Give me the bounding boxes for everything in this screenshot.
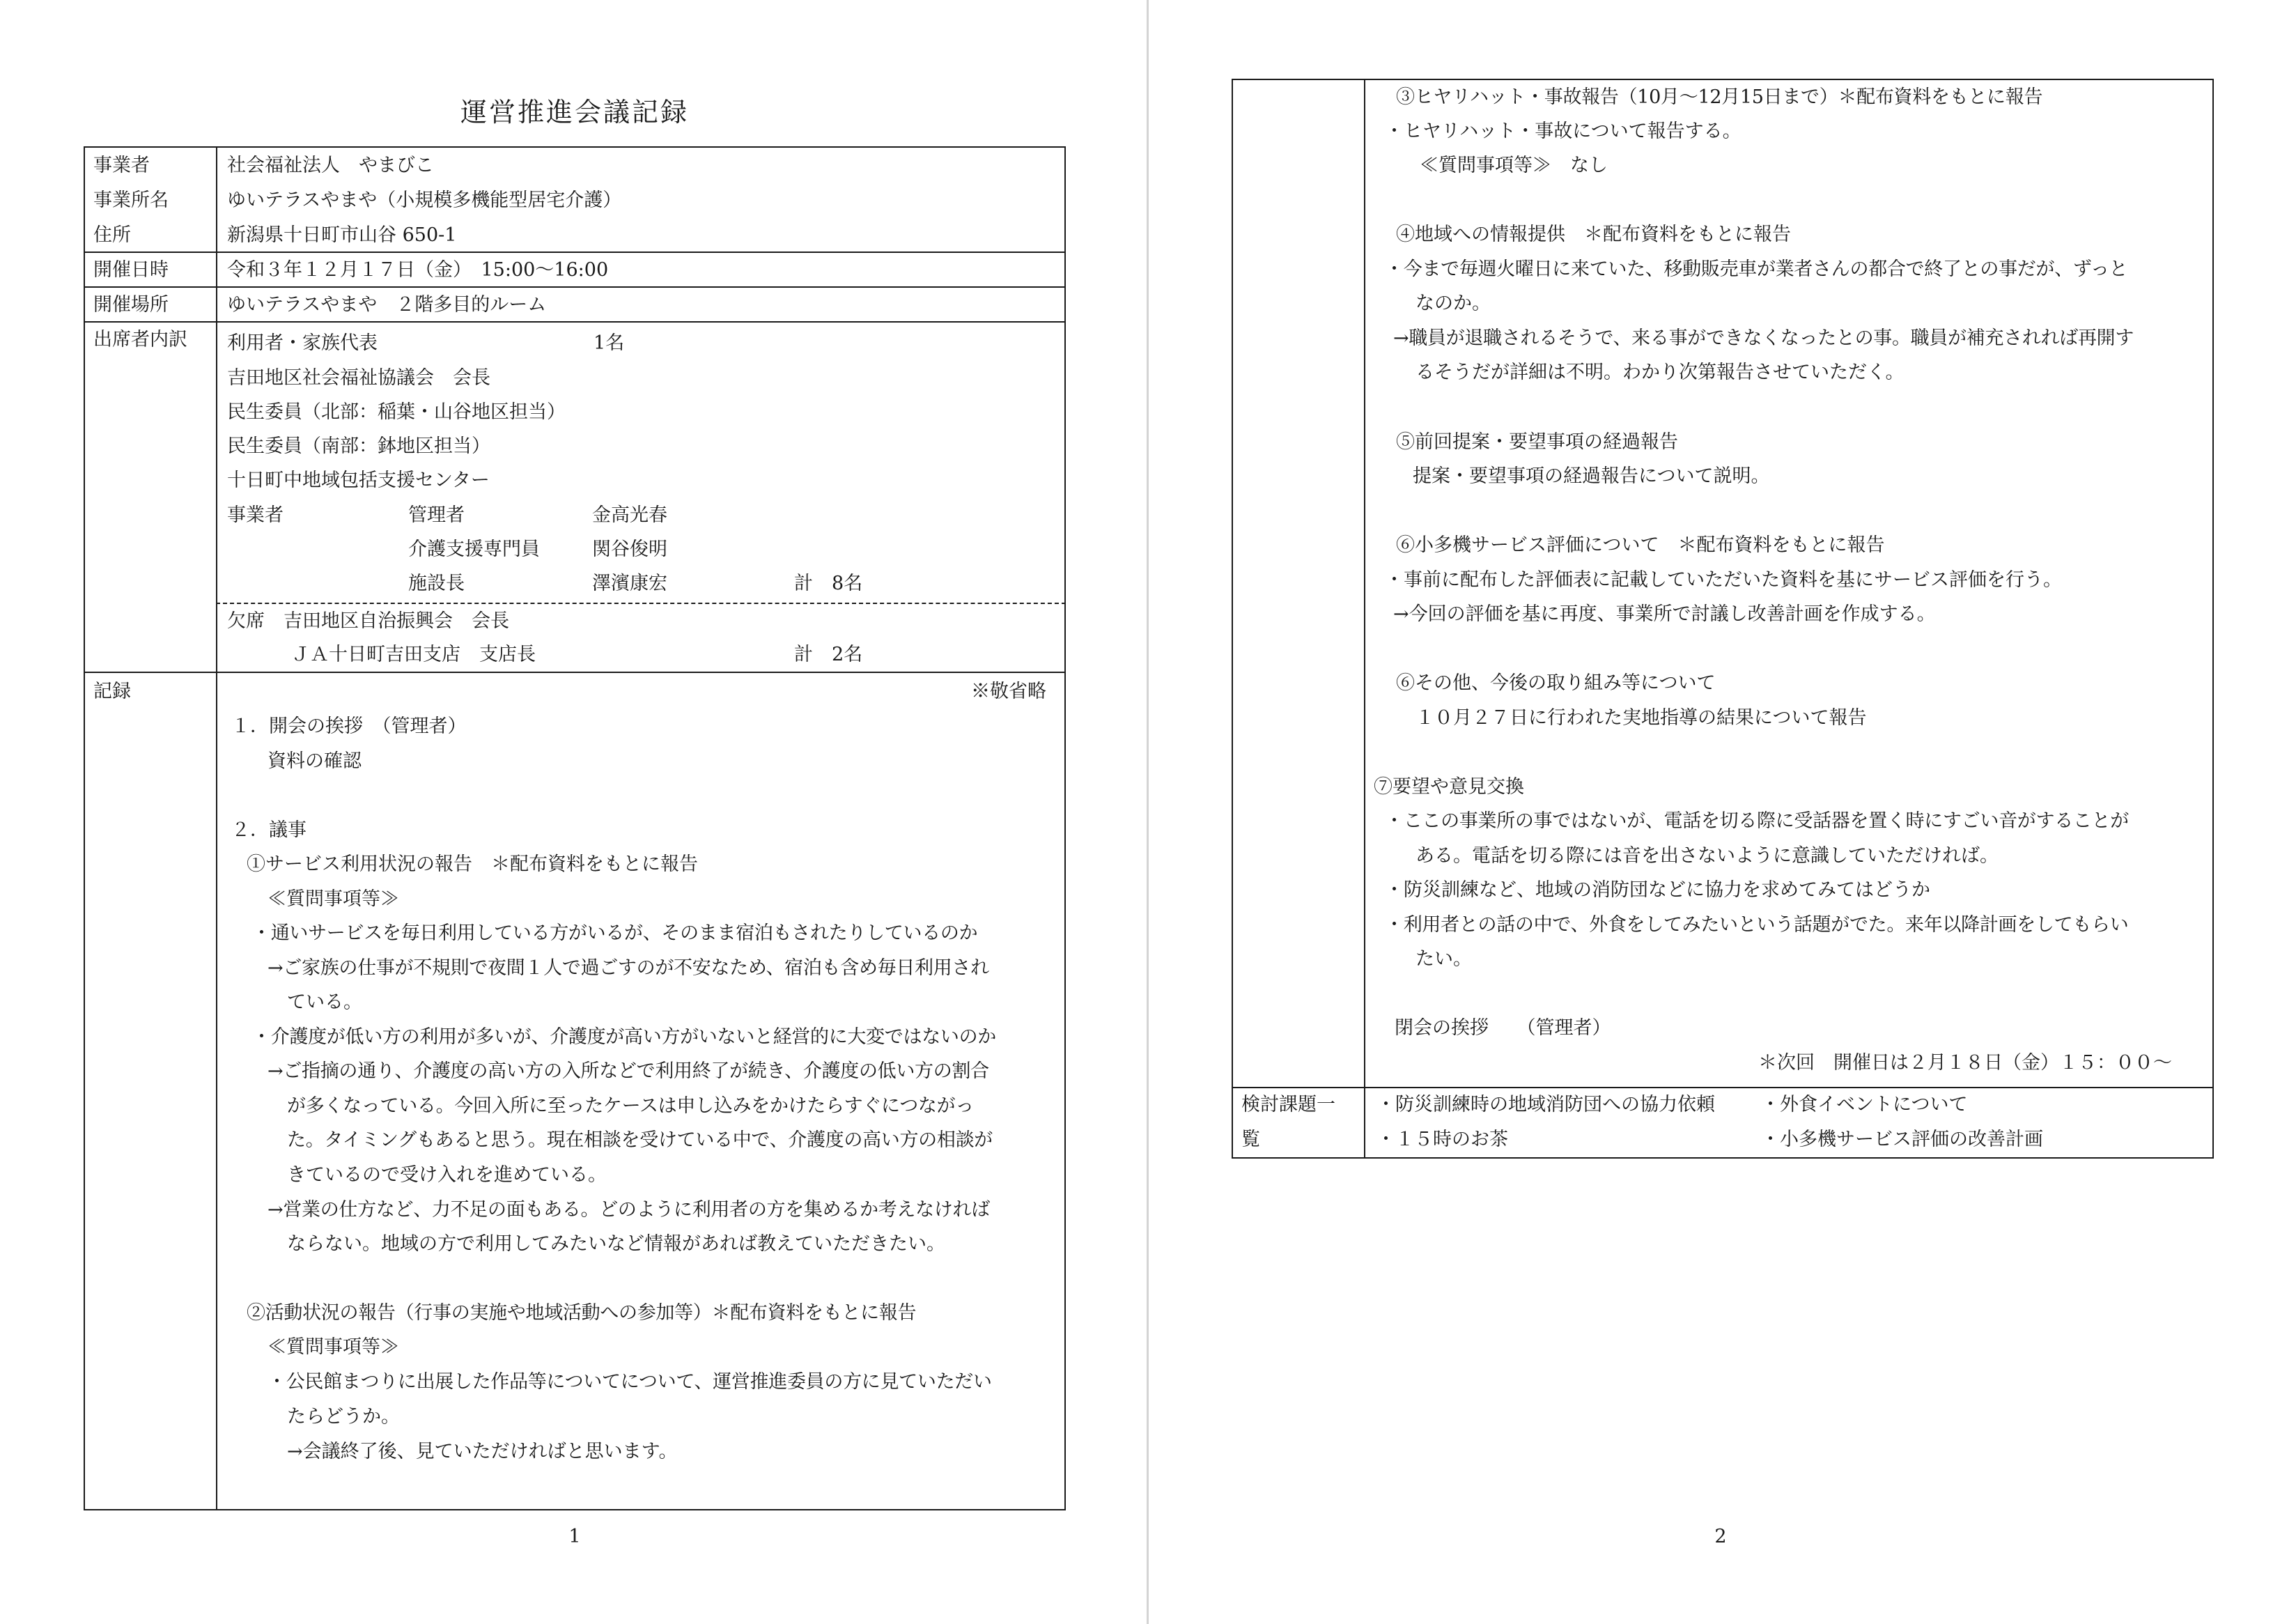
record-line: １０月２７日に行われた実地指導の結果について報告 [1415,707,1867,729]
issue-item: ・外食イベントについて [1761,1094,1968,1115]
record-line: ・事前に配布した評価表に記載していただいた資料を基にサービス評価を行う。 [1385,569,2062,591]
record-line: ②活動状況の報告（行事の実施や地域活動への参加等）＊配布資料をもとに報告 [247,1302,917,1324]
record-line: ・防災訓練など、地域の消防団などに協力を求めてみてはどうか [1385,879,1930,901]
record-line: ・今まで毎週火曜日に来ていた、移動販売車が業者さんの都合で終了との事だが、ずっと [1385,258,2128,280]
record-line: なのか。 [1415,293,1491,314]
record-line: ・介護度が低い方の利用が多いが、介護度が高い方がいないと経営的に大変ではないのか [252,1026,996,1048]
record-line: →今回の評価を基に再度、事業所で討議し改善計画を作成する。 [1393,603,1936,625]
attendees-label: 出席者内訳 [93,329,187,350]
record-line: →職員が退職されるそうで、来る事ができなくなったとの事。職員が補充されれば再開す [1393,327,2134,349]
closing-remarks: 閉会の挨拶 （管理者） [1395,1017,1611,1039]
table-row-divider [84,286,1066,288]
record-line: ⑥小多機サービス評価について ＊配布資料をもとに報告 [1396,534,1885,556]
record-line: た。タイミングもあると思う。現在相談を受けている中で、介護度の高い方の相談が [287,1129,993,1151]
record-line: ２．議事 [231,819,307,841]
document-title: 運営推進会議記録 [460,97,689,127]
page-number: 2 [1714,1526,1727,1547]
record-line: ・公民館まつりに出展した作品等についてについて、運営推進委員の方に見ていただい [267,1371,992,1393]
document-page-2 [1148,0,2296,1624]
record-line: ている。 [287,991,362,1013]
attendee-line: 吉田地区社会福祉協議会 会長 [227,367,490,389]
page-number: 1 [568,1526,581,1547]
record-note: ※敬省略 [971,681,1046,702]
record-line: ⑥その他、今後の取り組み等について [1396,672,1716,694]
record-label: 記録 [93,681,131,702]
record-line: →ご指摘の通り、介護度の高い方の入所などで利用終了が続き、介護度の低い方の割合 [267,1060,989,1082]
record-line: ならない。地域の方で利用してみたいなど情報があれば教えていただきたい。 [287,1233,945,1255]
table-row-divider [84,252,1066,253]
record-line: 資料の確認 [267,750,362,772]
record-line: 提案・要望事項の経過報告について説明。 [1413,465,1770,487]
office-label: 事業所名 [93,190,169,211]
record-line: ④地域への情報提供 ＊配布資料をもとに報告 [1396,224,1791,245]
address-value: 新潟県十日町市山谷 650-1 [227,224,457,246]
staff-name: 関谷俊明 [592,539,667,560]
record-line: ⑦要望や意見交換 [1374,776,1524,798]
record-line: １．開会の挨拶 （管理者） [231,716,467,737]
record-line: が多くなっている。今回入所に至ったケースは申し込みをかけたらすぐにつながっ [287,1095,975,1117]
total-present: 計 8名 [794,573,863,594]
record-line: るそうだが詳細は不明。わかり次第報告させていただく。 [1415,362,1905,383]
address-label: 住所 [93,224,131,246]
office-value: ゆいテラスやまや（小規模多機能型居宅介護） [227,190,622,211]
table-column-divider [1364,79,1365,1159]
total-absent: 計 2名 [794,644,863,665]
attendee-user-family: 利用者・家族代表 [227,332,378,354]
staff-label: 事業者 [227,504,284,526]
absentee-divider [216,603,1066,604]
staff-name: 金高光春 [592,504,667,526]
attendee-user-family-count: 1名 [594,332,625,354]
issue-item: ・１５時のお茶 [1376,1129,1508,1150]
issue-item: ・小多機サービス評価の改善計画 [1761,1129,2043,1150]
attendee-line: 民生委員（南部：鉢地区担当） [227,435,490,457]
record-line: ・ヒヤリハット・事故について報告する。 [1385,121,1742,142]
place-label: 開催場所 [93,294,169,316]
table-row-divider [84,672,1066,673]
record-line: ≪質問事項等≫ なし [1420,155,1608,176]
table-row-divider [1232,1087,2214,1088]
place-value: ゆいテラスやまや ２階多目的ルーム [227,294,547,316]
record-line: ③ヒヤリハット・事故報告（10月～12月15日まで）＊配布資料をもとに報告 [1396,86,2043,108]
next-meeting: ＊次回 開催日は２月１８日（金）１５：００～ [1758,1052,2172,1074]
table-row-divider [84,321,1066,323]
record-line: ある。電話を切る際には音を出さないように意識していただければ。 [1415,845,1999,867]
record-line: ・利用者との話の中で、外食をしてみたいという話題がでた。来年以降計画をしてもらい [1385,914,2129,936]
date-label: 開催日時 [93,259,169,281]
record-line: →会議終了後、見ていただければと思います。 [287,1441,678,1462]
record-line: →営業の仕方など、力不足の面もある。どのように利用者の方を集めるか考えなければ [267,1199,990,1221]
operator-label: 事業者 [93,155,150,176]
record-line: ≪質問事項等≫ [267,1336,399,1358]
staff-name: 澤濱康宏 [592,573,667,594]
date-value: 令和３年１２月１７日（金） 15:00～16:00 [227,259,609,281]
operator-value: 社会福祉法人 やまびこ [227,155,434,176]
staff-role: 管理者 [408,504,465,526]
attendee-line: 十日町中地域包括支援センター [227,470,490,491]
attendee-line: 民生委員（北部：稲葉・山谷地区担当） [227,401,566,423]
record-line: ①サービス利用状況の報告 ＊配布資料をもとに報告 [247,853,698,875]
table-column-divider [216,146,217,1510]
record-line: きているので受け入れを進めている。 [287,1164,607,1186]
record-line: たい。 [1415,948,1472,970]
absent-line: ＪＡ十日町吉田支店 支店長 [291,644,536,665]
absent-line: 欠席 吉田地区自治振興会 会長 [227,610,509,632]
staff-role: 施設長 [408,573,465,594]
record-line: ⑤前回提案・要望事項の経過報告 [1396,431,1678,453]
record-line: たらどうか。 [287,1406,400,1428]
record-line: ≪質問事項等≫ [267,888,399,910]
record-line: ・ここの事業所の事ではないが、電話を切る際に受話器を置く時にすごい音がすることが [1385,810,2129,832]
record-line: ・通いサービスを毎日利用している方がいるが、そのまま宿泊もされたりしているのか [252,922,978,944]
staff-role: 介護支援専門員 [408,539,540,560]
issue-item: ・防災訓練時の地域消防団への協力依頼 [1376,1094,1715,1115]
record-line: →ご家族の仕事が不規則で夜間１人で過ごすのが不安なため、宿泊も含め毎日利用され [267,957,989,979]
issues-label: 検討課題一 [1241,1094,1335,1115]
issues-label: 覧 [1241,1129,1260,1150]
